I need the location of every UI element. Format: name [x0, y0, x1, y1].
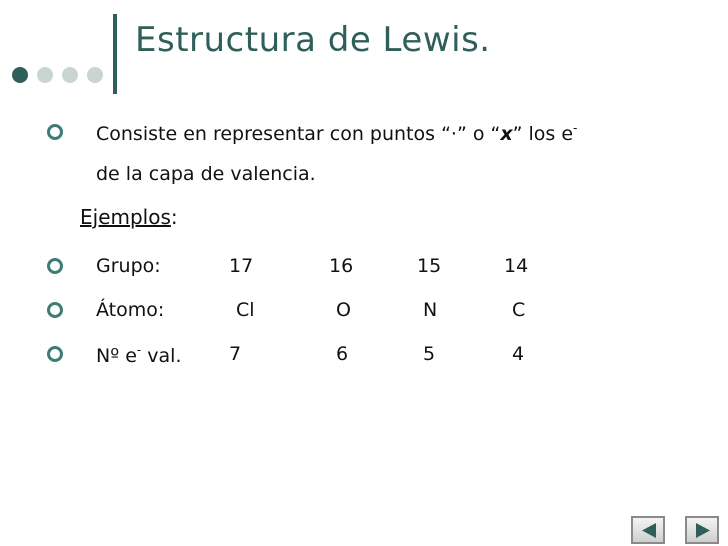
- row-label: Grupo:: [96, 255, 161, 277]
- slide-title: Estructura de Lewis.: [135, 20, 491, 60]
- triangle-right-icon: [694, 522, 712, 539]
- progress-dot: [87, 67, 103, 83]
- row-label-text: Nº e: [96, 345, 137, 367]
- intro-after-x: ” los e: [512, 123, 574, 145]
- examples-colon: :: [170, 205, 178, 229]
- table-cell: 4: [512, 343, 525, 365]
- progress-dots: [12, 67, 103, 83]
- row-label: [96, 343, 182, 367]
- progress-dot: [37, 67, 53, 83]
- title-divider: [113, 14, 117, 94]
- row-label-after: val.: [141, 345, 182, 367]
- intro-x: x: [500, 123, 513, 145]
- intro-line-1: [96, 121, 577, 145]
- table-cell: 14: [504, 255, 529, 277]
- table-cell: N: [423, 299, 438, 321]
- examples-heading: [80, 205, 178, 229]
- bullet-icon: [47, 346, 63, 362]
- bullet-icon: [47, 124, 63, 140]
- intro-line-2: de la capa de valencia.: [96, 163, 316, 185]
- progress-dot-active: [12, 67, 28, 83]
- table-cell: 6: [336, 343, 349, 365]
- table-cell: O: [336, 299, 351, 321]
- row-label-sup: -: [136, 343, 142, 357]
- table-cell: Cl: [236, 299, 255, 321]
- table-cell: 15: [417, 255, 442, 277]
- examples-label: Ejemplos: [80, 205, 171, 229]
- progress-dot: [62, 67, 78, 83]
- table-cell: 16: [329, 255, 354, 277]
- table-cell: 5: [423, 343, 436, 365]
- row-label: Átomo:: [96, 299, 165, 321]
- bullet-icon: [47, 258, 63, 274]
- prev-slide-button[interactable]: [631, 516, 665, 544]
- intro-text: Consiste en representar con puntos “·” o “: [96, 123, 501, 145]
- table-cell: 17: [229, 255, 254, 277]
- intro-sup: -: [573, 121, 578, 135]
- next-slide-button[interactable]: [685, 516, 719, 544]
- table-cell: C: [512, 299, 526, 321]
- bullet-icon: [47, 302, 63, 318]
- table-cell: 7: [229, 343, 242, 365]
- triangle-left-icon: [640, 522, 658, 539]
